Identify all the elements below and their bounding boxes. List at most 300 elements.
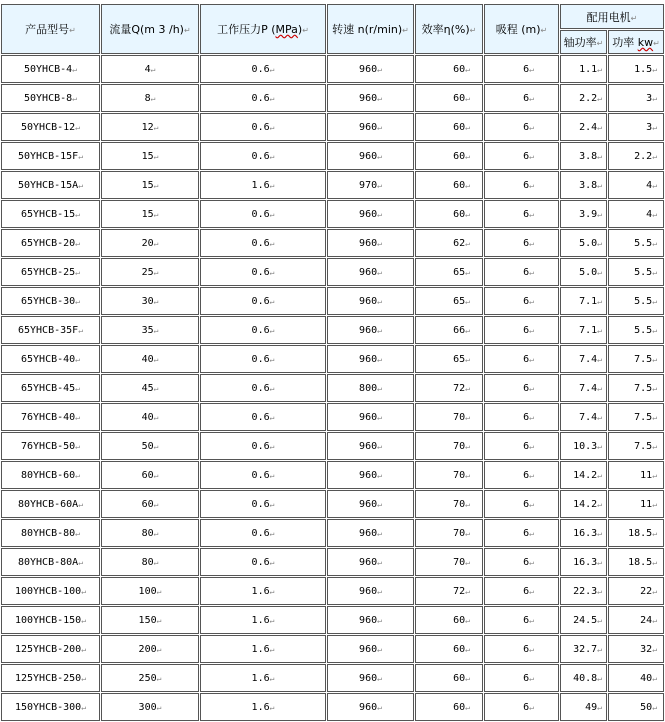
paragraph-mark-icon: ↵	[597, 296, 602, 306]
cell-value: 0.6	[251, 353, 270, 365]
cell-value: 14.2	[573, 469, 598, 481]
cell-pressure	[200, 693, 326, 721]
paragraph-mark-icon: ↵	[529, 64, 534, 74]
cell-value: 70	[453, 469, 466, 481]
cell-value: 6	[523, 150, 530, 162]
cell-value: 30	[141, 295, 154, 307]
cell-model	[1, 693, 100, 721]
cell-suction	[484, 142, 559, 170]
cell-pressure	[200, 403, 326, 431]
header-model: 产品型号↵	[1, 4, 100, 54]
paragraph-mark-icon: ↵	[597, 470, 602, 480]
cell-value: 24.5	[573, 614, 598, 626]
table-row	[1, 142, 664, 170]
header-flow: 流量Q(m 3 /h)↵	[101, 4, 199, 54]
cell-value: 70	[453, 411, 466, 423]
cell-power	[608, 258, 664, 286]
cell-value: 6	[523, 208, 530, 220]
table-row	[1, 606, 664, 634]
paragraph-mark-icon: ↵	[652, 122, 658, 132]
header-pressure: 工作压力P (MPa)↵	[200, 4, 326, 54]
paragraph-mark-icon: ↵	[269, 586, 275, 596]
cell-value: 60	[453, 92, 466, 104]
paragraph-mark-icon: ↵	[465, 644, 470, 654]
cell-flow	[101, 606, 199, 634]
cell-suction	[484, 519, 559, 547]
cell-value: 100YHCB-150	[14, 614, 82, 626]
paragraph-mark-icon: ↵	[153, 238, 159, 248]
cell-pressure	[200, 606, 326, 634]
paragraph-mark-icon: ↵	[529, 615, 534, 625]
paragraph-mark-icon: ↵	[597, 93, 602, 103]
cell-value: 70	[453, 556, 466, 568]
cell-value: 4	[646, 208, 653, 220]
table-row	[1, 519, 664, 547]
cell-value: 16.3	[573, 556, 598, 568]
cell-value: 6	[523, 179, 530, 191]
paragraph-mark-icon: ↵	[377, 615, 382, 625]
paragraph-mark-icon: ↵	[465, 702, 470, 712]
cell-shaft-power	[560, 142, 607, 170]
paragraph-mark-icon: ↵	[465, 64, 470, 74]
cell-suction	[484, 693, 559, 721]
cell-model	[1, 171, 100, 199]
paragraph-mark-icon: ↵	[377, 673, 382, 683]
paragraph-mark-icon: ↵	[377, 528, 382, 538]
table-row	[1, 664, 664, 692]
cell-efficiency	[415, 490, 483, 518]
paragraph-mark-icon: ↵	[150, 93, 156, 103]
cell-pressure	[200, 345, 326, 373]
cell-model	[1, 345, 100, 373]
pump-spec-table	[0, 3, 665, 722]
cell-value: 960	[359, 498, 378, 510]
cell-value: 20	[141, 237, 154, 249]
cell-value: 0.6	[251, 237, 270, 249]
cell-value: 3.8	[579, 179, 598, 191]
paragraph-mark-icon: ↵	[465, 354, 470, 364]
cell-value: 80	[141, 556, 154, 568]
paragraph-mark-icon: ↵	[597, 702, 602, 712]
cell-value: 960	[359, 440, 378, 452]
paragraph-mark-icon: ↵	[652, 528, 658, 538]
cell-shaft-power	[560, 403, 607, 431]
cell-pressure	[200, 548, 326, 576]
paragraph-mark-icon: ↵	[377, 586, 382, 596]
cell-value: 960	[359, 295, 378, 307]
cell-value: 0.6	[251, 295, 270, 307]
cell-value: 150YHCB-300	[14, 701, 82, 713]
paragraph-mark-icon: ↵	[597, 267, 602, 277]
table-row	[1, 84, 664, 112]
cell-shaft-power	[560, 55, 607, 83]
cell-speed	[327, 200, 414, 228]
paragraph-mark-icon: ↵	[465, 499, 470, 509]
cell-power	[608, 200, 664, 228]
cell-value: 0.6	[251, 469, 270, 481]
paragraph-mark-icon: ↵	[597, 441, 602, 451]
cell-efficiency	[415, 606, 483, 634]
paragraph-mark-icon: ↵	[153, 383, 159, 393]
cell-speed	[327, 606, 414, 634]
paragraph-mark-icon: ↵	[529, 557, 534, 567]
paragraph-mark-icon: ↵	[652, 412, 658, 422]
cell-value: 6	[523, 382, 530, 394]
cell-value: 7.1	[579, 295, 598, 307]
cell-value: 0.6	[251, 527, 270, 539]
cell-value: 6	[523, 498, 530, 510]
paragraph-mark-icon: ↵	[465, 151, 470, 161]
paragraph-mark-icon: ↵	[652, 93, 658, 103]
paragraph-mark-icon: ↵	[465, 557, 470, 567]
cell-efficiency	[415, 55, 483, 83]
cell-model	[1, 548, 100, 576]
paragraph-mark-icon: ↵	[529, 325, 534, 335]
cell-value: 5.5	[634, 237, 653, 249]
cell-value: 0.6	[251, 382, 270, 394]
cell-shaft-power	[560, 490, 607, 518]
paragraph-mark-icon: ↵	[78, 180, 84, 190]
table-row	[1, 548, 664, 576]
cell-value: 49	[585, 701, 598, 713]
cell-value: 60	[453, 701, 466, 713]
paragraph-mark-icon: ↵	[652, 354, 658, 364]
cell-value: 80YHCB-80A	[17, 556, 79, 568]
paragraph-mark-icon: ↵	[377, 180, 382, 190]
paragraph-mark-icon: ↵	[156, 702, 162, 712]
cell-power	[608, 316, 664, 344]
cell-flow	[101, 519, 199, 547]
cell-speed	[327, 258, 414, 286]
paragraph-mark-icon: ↵	[465, 267, 470, 277]
cell-value: 0.6	[251, 556, 270, 568]
cell-model	[1, 635, 100, 663]
paragraph-mark-icon: ↵	[652, 615, 658, 625]
cell-value: 18.5	[628, 527, 653, 539]
table-row	[1, 287, 664, 315]
cell-pressure	[200, 229, 326, 257]
paragraph-mark-icon: ↵	[652, 209, 658, 219]
paragraph-mark-icon: ↵	[465, 325, 470, 335]
cell-value: 15	[141, 150, 154, 162]
cell-value: 0.6	[251, 411, 270, 423]
paragraph-mark-icon: ↵	[153, 296, 159, 306]
cell-value: 6	[523, 672, 530, 684]
paragraph-mark-icon: ↵	[269, 64, 275, 74]
cell-flow	[101, 171, 199, 199]
paragraph-mark-icon: ↵	[652, 441, 658, 451]
cell-value: 11	[640, 498, 653, 510]
cell-value: 60	[453, 63, 466, 75]
cell-value: 80YHCB-60	[20, 469, 76, 481]
cell-value: 7.5	[634, 411, 653, 423]
table-row	[1, 403, 664, 431]
cell-value: 0.6	[251, 324, 270, 336]
paragraph-mark-icon: ↵	[75, 354, 80, 364]
cell-value: 10.3	[573, 440, 598, 452]
paragraph-mark-icon: ↵	[156, 615, 162, 625]
cell-value: 65YHCB-45	[20, 382, 76, 394]
paragraph-mark-icon: ↵	[269, 412, 275, 422]
cell-suction	[484, 606, 559, 634]
cell-value: 0.6	[251, 121, 270, 133]
header-motor-group: 配用电机↵	[560, 4, 664, 29]
cell-value: 0.6	[251, 440, 270, 452]
cell-value: 4	[144, 63, 151, 75]
cell-value: 60	[453, 614, 466, 626]
paragraph-mark-icon: ↵	[597, 354, 602, 364]
paragraph-mark-icon: ↵	[529, 267, 534, 277]
cell-value: 0.6	[251, 92, 270, 104]
cell-flow	[101, 229, 199, 257]
cell-value: 22	[640, 585, 653, 597]
cell-efficiency	[415, 200, 483, 228]
paragraph-mark-icon: ↵	[269, 122, 275, 132]
paragraph-mark-icon: ↵	[652, 238, 658, 248]
cell-pressure	[200, 316, 326, 344]
cell-speed	[327, 316, 414, 344]
cell-value: 32.7	[573, 643, 598, 655]
paragraph-mark-icon: ↵	[269, 354, 275, 364]
paragraph-mark-icon: ↵	[377, 470, 382, 480]
cell-flow	[101, 287, 199, 315]
paragraph-mark-icon: ↵	[153, 441, 159, 451]
paragraph-mark-icon: ↵	[269, 499, 275, 509]
cell-efficiency	[415, 693, 483, 721]
cell-suction	[484, 403, 559, 431]
cell-flow	[101, 142, 199, 170]
cell-value: 1.6	[251, 672, 270, 684]
cell-value: 6	[523, 527, 530, 539]
paragraph-mark-icon: ↵	[652, 151, 658, 161]
cell-speed	[327, 345, 414, 373]
cell-shaft-power	[560, 200, 607, 228]
paragraph-mark-icon: ↵	[377, 702, 382, 712]
cell-value: 50YHCB-15A	[17, 179, 79, 191]
cell-value: 6	[523, 121, 530, 133]
cell-suction	[484, 287, 559, 315]
cell-speed	[327, 519, 414, 547]
cell-suction	[484, 461, 559, 489]
cell-value: 7.4	[579, 411, 598, 423]
cell-suction	[484, 490, 559, 518]
paragraph-mark-icon: ↵	[377, 499, 382, 509]
cell-model	[1, 229, 100, 257]
cell-pressure	[200, 432, 326, 460]
cell-value: 70	[453, 527, 466, 539]
cell-value: 6	[523, 701, 530, 713]
cell-shaft-power	[560, 84, 607, 112]
cell-value: 14.2	[573, 498, 598, 510]
cell-value: 15	[141, 179, 154, 191]
cell-value: 11	[640, 469, 653, 481]
cell-value: 970	[359, 179, 378, 191]
cell-flow	[101, 316, 199, 344]
paragraph-mark-icon: ↵	[377, 557, 382, 567]
cell-flow	[101, 55, 199, 83]
cell-pressure	[200, 142, 326, 170]
paragraph-mark-icon: ↵	[597, 325, 602, 335]
paragraph-mark-icon: ↵	[652, 383, 658, 393]
table-row	[1, 577, 664, 605]
paragraph-mark-icon: ↵	[465, 238, 470, 248]
cell-value: 0.6	[251, 266, 270, 278]
cell-shaft-power	[560, 635, 607, 663]
paragraph-mark-icon: ↵	[156, 673, 162, 683]
cell-model	[1, 200, 100, 228]
cell-value: 960	[359, 469, 378, 481]
paragraph-mark-icon: ↵	[156, 586, 162, 596]
cell-value: 5.5	[634, 295, 653, 307]
paragraph-mark-icon: ↵	[652, 557, 658, 567]
paragraph-mark-icon: ↵	[652, 64, 658, 74]
cell-pressure	[200, 287, 326, 315]
paragraph-mark-icon: ↵	[75, 441, 80, 451]
paragraph-mark-icon: ↵	[377, 238, 382, 248]
cell-value: 0.6	[251, 498, 270, 510]
cell-power	[608, 548, 664, 576]
cell-value: 65	[453, 266, 466, 278]
paragraph-mark-icon: ↵	[529, 209, 534, 219]
paragraph-mark-icon: ↵	[377, 296, 382, 306]
cell-value: 40	[141, 353, 154, 365]
paragraph-mark-icon: ↵	[269, 470, 275, 480]
cell-speed	[327, 84, 414, 112]
cell-value: 65YHCB-40	[20, 353, 76, 365]
cell-shaft-power	[560, 287, 607, 315]
paragraph-mark-icon: ↵	[377, 644, 382, 654]
cell-value: 50YHCB-8	[24, 92, 73, 104]
cell-power	[608, 345, 664, 373]
cell-efficiency	[415, 258, 483, 286]
cell-efficiency	[415, 84, 483, 112]
cell-power	[608, 519, 664, 547]
cell-model	[1, 258, 100, 286]
header-shaft-power: 轴功率↵	[560, 30, 607, 54]
cell-suction	[484, 548, 559, 576]
paragraph-mark-icon: ↵	[652, 702, 658, 712]
cell-value: 60	[453, 150, 466, 162]
cell-flow	[101, 548, 199, 576]
paragraph-mark-icon: ↵	[377, 64, 382, 74]
cell-value: 0.6	[251, 63, 270, 75]
cell-pressure	[200, 258, 326, 286]
cell-efficiency	[415, 287, 483, 315]
cell-speed	[327, 432, 414, 460]
cell-value: 6	[523, 643, 530, 655]
cell-flow	[101, 635, 199, 663]
cell-power	[608, 229, 664, 257]
table-row	[1, 229, 664, 257]
paragraph-mark-icon: ↵	[81, 702, 87, 712]
paragraph-mark-icon: ↵	[153, 209, 159, 219]
paragraph-mark-icon: ↵	[78, 499, 84, 509]
cell-pressure	[200, 84, 326, 112]
paragraph-mark-icon: ↵	[529, 383, 534, 393]
cell-power	[608, 84, 664, 112]
cell-flow	[101, 258, 199, 286]
cell-value: 6	[523, 324, 530, 336]
paragraph-mark-icon: ↵	[465, 615, 470, 625]
cell-value: 0.6	[251, 150, 270, 162]
cell-shaft-power	[560, 577, 607, 605]
cell-value: 960	[359, 411, 378, 423]
cell-efficiency	[415, 316, 483, 344]
cell-efficiency	[415, 461, 483, 489]
cell-efficiency	[415, 664, 483, 692]
paragraph-mark-icon: ↵	[652, 267, 658, 277]
cell-value: 60	[141, 498, 154, 510]
paragraph-mark-icon: ↵	[75, 412, 80, 422]
cell-value: 50YHCB-12	[20, 121, 76, 133]
paragraph-mark-icon: ↵	[153, 325, 159, 335]
cell-value: 60	[453, 672, 466, 684]
cell-value: 960	[359, 614, 378, 626]
cell-value: 18.5	[628, 556, 653, 568]
cell-pressure	[200, 374, 326, 402]
paragraph-mark-icon: ↵	[269, 238, 275, 248]
table-row	[1, 171, 664, 199]
cell-power	[608, 403, 664, 431]
paragraph-mark-icon: ↵	[269, 441, 275, 451]
paragraph-mark-icon: ↵	[269, 673, 275, 683]
paragraph-mark-icon: ↵	[652, 470, 658, 480]
cell-speed	[327, 374, 414, 402]
cell-power	[608, 461, 664, 489]
paragraph-mark-icon: ↵	[465, 296, 470, 306]
cell-suction	[484, 316, 559, 344]
cell-pressure	[200, 664, 326, 692]
paragraph-mark-icon: ↵	[78, 557, 84, 567]
cell-value: 1.6	[251, 585, 270, 597]
cell-power	[608, 664, 664, 692]
paragraph-mark-icon: ↵	[377, 325, 382, 335]
paragraph-mark-icon: ↵	[652, 180, 658, 190]
paragraph-mark-icon: ↵	[465, 122, 470, 132]
cell-value: 65YHCB-35F	[17, 324, 79, 336]
cell-speed	[327, 142, 414, 170]
cell-value: 100	[138, 585, 157, 597]
paragraph-mark-icon: ↵	[75, 209, 80, 219]
cell-value: 125YHCB-250	[14, 672, 82, 684]
table-row	[1, 55, 664, 83]
paragraph-mark-icon: ↵	[597, 586, 602, 596]
cell-flow	[101, 461, 199, 489]
cell-power	[608, 287, 664, 315]
cell-value: 5.0	[579, 266, 598, 278]
paragraph-mark-icon: ↵	[529, 238, 534, 248]
paragraph-mark-icon: ↵	[597, 180, 602, 190]
cell-value: 1.6	[251, 614, 270, 626]
paragraph-mark-icon: ↵	[597, 499, 602, 509]
paragraph-mark-icon: ↵	[597, 557, 602, 567]
paragraph-mark-icon: ↵	[597, 412, 602, 422]
cell-value: 6	[523, 469, 530, 481]
header-row	[1, 4, 664, 29]
cell-flow	[101, 113, 199, 141]
paragraph-mark-icon: ↵	[465, 586, 470, 596]
paragraph-mark-icon: ↵	[269, 528, 275, 538]
paragraph-mark-icon: ↵	[153, 151, 159, 161]
cell-value: 7.4	[579, 382, 598, 394]
cell-value: 16.3	[573, 527, 598, 539]
cell-value: 960	[359, 701, 378, 713]
cell-model	[1, 664, 100, 692]
cell-suction	[484, 664, 559, 692]
cell-value: 70	[453, 498, 466, 510]
cell-flow	[101, 374, 199, 402]
cell-pressure	[200, 519, 326, 547]
